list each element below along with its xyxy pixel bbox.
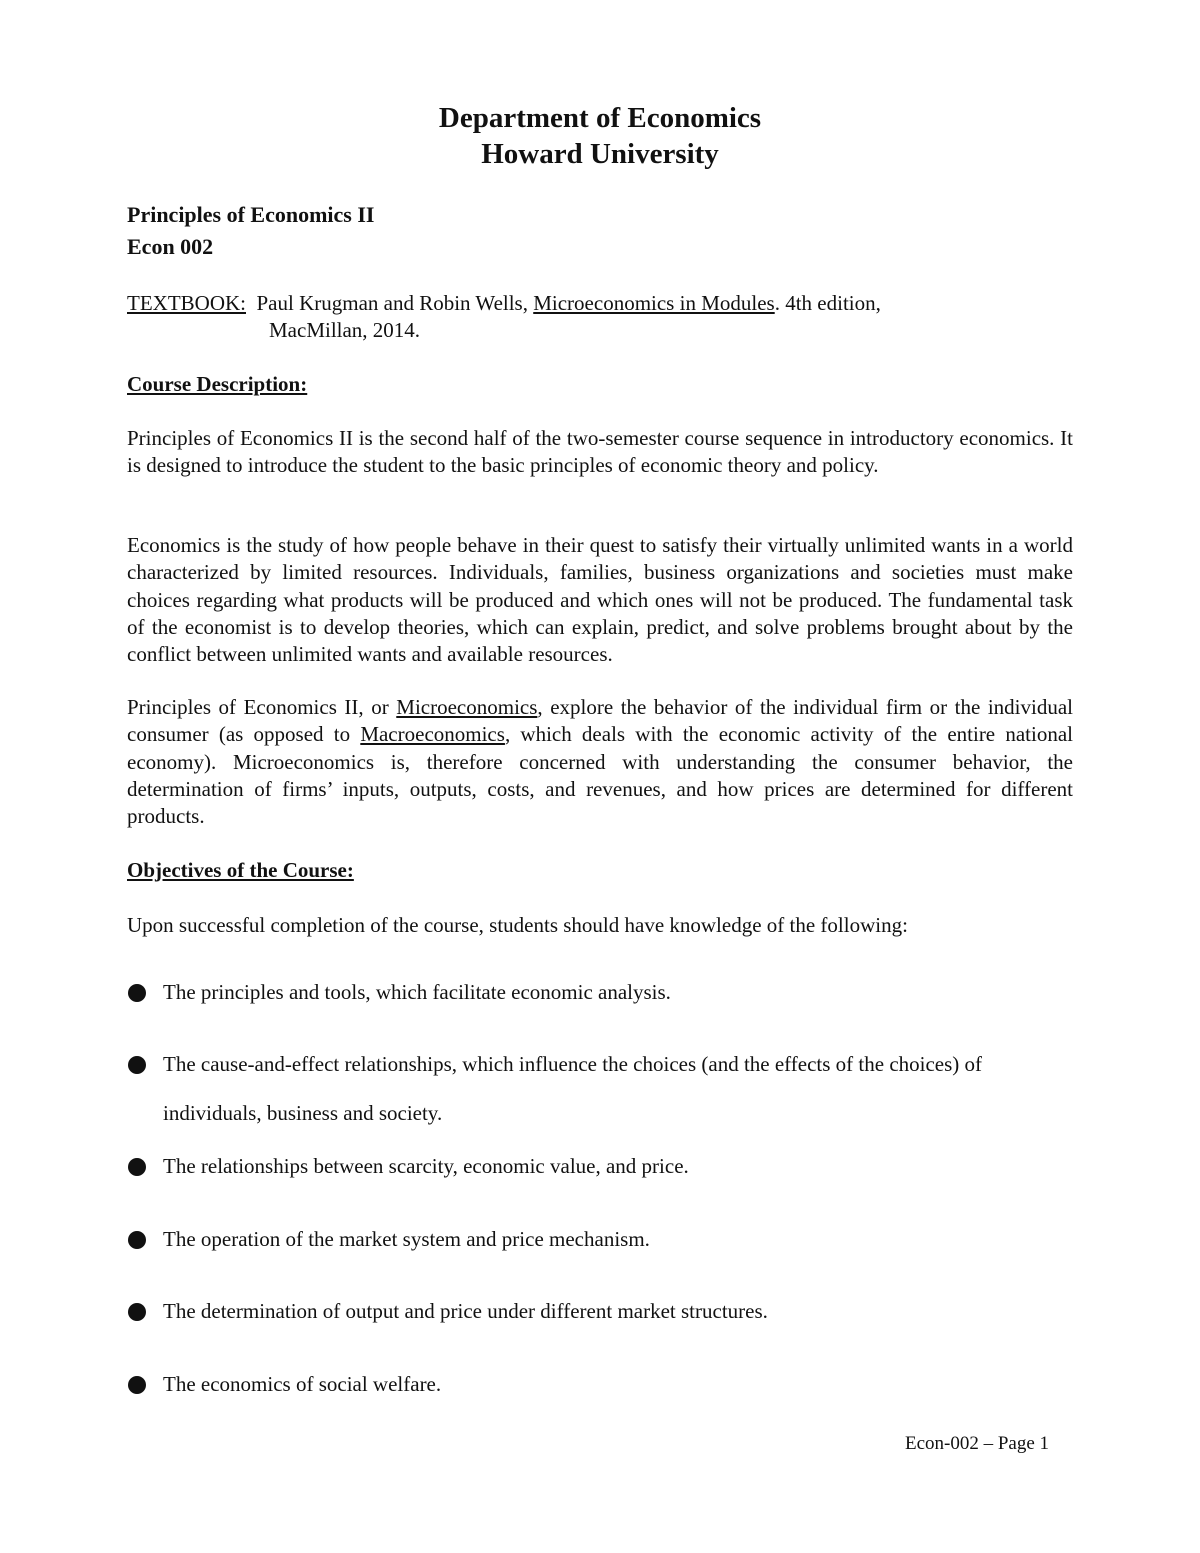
objective-text: The determination of output and price under different market structures. <box>163 1299 768 1323</box>
objective-item <box>128 1142 1074 1191</box>
objective-item <box>128 1360 1074 1409</box>
description-paragraph-2: Economics is the study of how people behave in their quest to satisfy their virtually unlimited wants in a world characterized by limited resources. Individuals, families, business organizations and societies must make choices regarding what products will be produced and which ones will not be produced. The fundamental task of the economist is to develop theories, which can explain, predict, and solve problems brought about by the conflict between unlimited wants and available resources. <box>127 533 1073 667</box>
bullet-icon <box>128 1303 146 1321</box>
page-footer: Econ-002 – Page 1 <box>905 1433 1050 1454</box>
bullet-icon <box>128 1376 146 1394</box>
macroeconomics-term: Macroeconomics <box>360 722 505 747</box>
objective-text: The operation of the market system and price mechanism. <box>163 1227 650 1251</box>
textbook-line-1 <box>127 290 1077 317</box>
description-paragraph-1: Principles of Economics II is the second half of the two-semester course sequence in introductory economics. It is designed to introduce the student to the basic principles of economic theory and policy. <box>127 426 1073 478</box>
bullet-icon <box>128 1231 146 1249</box>
objective-item <box>128 1215 1074 1264</box>
course-code: Econ 002 <box>127 234 214 259</box>
objective-text: The cause-and-effect relationships, which influence the choices (and the effects of the choices) of individuals, business and society. <box>163 1052 983 1125</box>
bullet-icon <box>128 1158 146 1176</box>
para3-text-b: , explore the behavior of the individual firm or the individual consumer (as opposed to <box>127 695 1073 747</box>
description-paragraph-3 <box>127 694 1073 830</box>
textbook-info <box>127 290 1077 345</box>
bullet-icon <box>128 984 146 1002</box>
textbook-title: Microeconomics in Modules <box>533 291 775 315</box>
objective-item <box>128 968 1074 1017</box>
course-title: Principles of Economics II <box>127 202 375 227</box>
objective-item <box>128 1040 1074 1138</box>
para3-text-c: , which deals with the economic activity of the entire national economy). Microeconomics is, therefore concerned with understanding the consumer behavior, the determination of firms’ inputs, outputs, costs, and revenues, and how prices are determined for different products. <box>127 722 1073 829</box>
objectives-heading: Objectives of the Course: <box>127 858 354 882</box>
textbook-publisher: MacMillan, 2014. <box>269 318 421 343</box>
textbook-label: TEXTBOOK: <box>127 291 246 315</box>
department-heading: Department of Economics <box>438 102 762 134</box>
objective-text: The principles and tools, which facilitate economic analysis. <box>163 980 671 1004</box>
objective-text: The relationships between scarcity, economic value, and price. <box>163 1154 689 1178</box>
course-description-heading: Course Description: <box>127 372 308 396</box>
university-heading: Howard University <box>481 138 719 170</box>
bullet-icon <box>128 1056 146 1074</box>
objectives-intro: Upon successful completion of the course, students should have knowledge of the following: <box>127 913 908 937</box>
objective-text: The economics of social welfare. <box>163 1372 442 1396</box>
objective-item <box>128 1287 1074 1336</box>
microeconomics-term: Microeconomics <box>396 695 538 719</box>
textbook-authors: Paul Krugman and Robin Wells, <box>256 291 534 315</box>
textbook-edition: . 4th edition, <box>774 291 881 315</box>
para3-text-a: Principles of Economics II, or <box>127 695 397 719</box>
